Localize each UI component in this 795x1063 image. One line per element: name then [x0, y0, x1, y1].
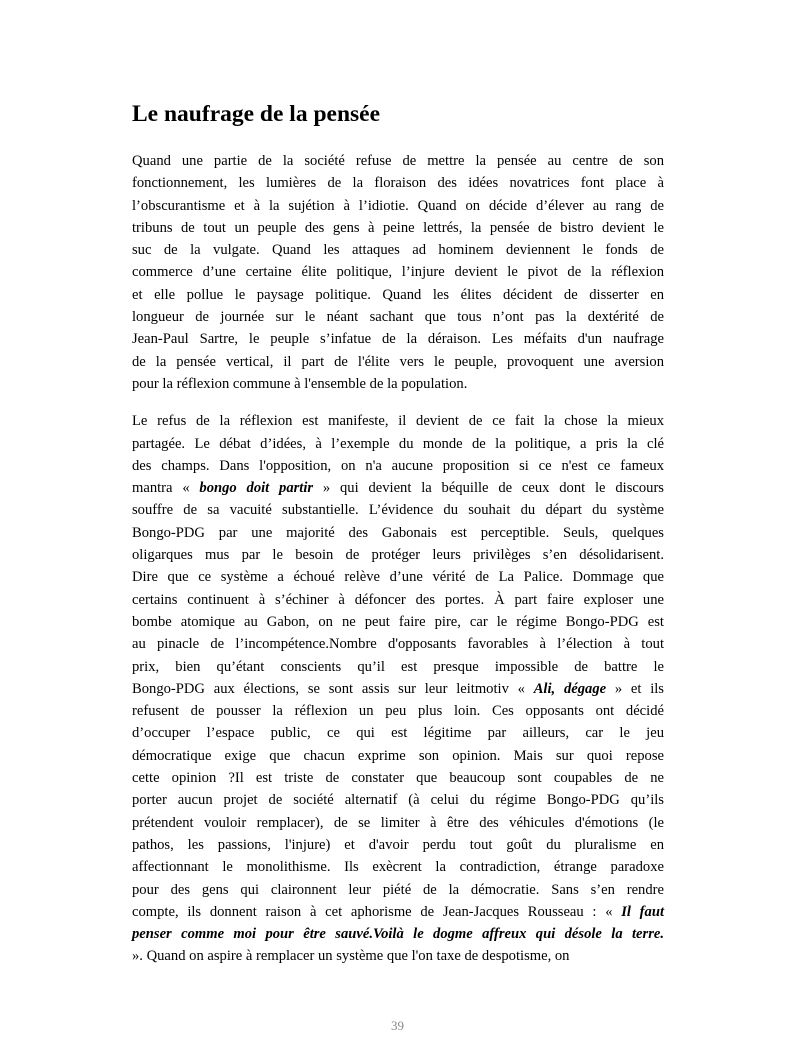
text-line: certains continuent à s’échiner à défoncer des portes. À part faire exploser une: [132, 591, 664, 608]
text-line: Quand une partie de la société refuse de mettre la pensée au centre de son: [132, 153, 664, 169]
text-segment: mantra «: [132, 480, 200, 497]
text-segment: » qui devient la béquille de ceux dont le discours: [313, 480, 664, 497]
text-line: des champs. Dans l'opposition, on n'a aucune proposition si ce n'est ce fameux: [132, 457, 664, 474]
text-line: [132, 678, 664, 700]
emphasized-quote: Ali, dégage: [533, 680, 607, 697]
text-segment: Bongo-PDG aux élections, se sont assis sur leur leitmotiv «: [132, 680, 534, 697]
text-line: prétendent vouloir remplacer), de se limiter à être des véhicules d'émotions (le: [132, 814, 664, 831]
text-line: affectionnant le monolithisme. Ils exècrent la contradiction, étrange paradoxe: [132, 859, 664, 876]
text-line: bombe atomique au Gabon, on ne peut faire pire, car le régime Bongo-PDG est: [132, 613, 664, 630]
text-line: partagée. Le débat d’idées, à l’exemple du monde de la politique, a pris la clé: [132, 435, 664, 452]
text-line: commerce d’une certaine élite politique, l’injure devient le pivot de la réflexion: [132, 264, 664, 281]
text-line: refusent de pousser la réflexion un peu plus loin. Ces opposants ont décidé: [132, 703, 664, 720]
text-line: et elle pollue le paysage politique. Quand les élites décident de disserter en: [132, 286, 664, 303]
text-line: d’occuper l’espace public, ce qui est légitime par ailleurs, car le jeu: [132, 725, 664, 742]
text-line: souffre de sa vacuité substantielle. L’évidence du souhait du départ du système: [132, 502, 664, 519]
text-line: Dire que ce système a échoué relève d’une vérité de La Palice. Dommage que: [132, 569, 664, 586]
text-line: Jean-Paul Sartre, le peuple s’infatue de la déraison. Les méfaits d'un naufrage: [132, 331, 664, 348]
emphasized-quote: Il faut: [621, 903, 664, 920]
text-line: [132, 477, 664, 499]
text-line: tribuns de tout un peuple des gens à peine lettrés, la pensée de bistro devient le: [132, 219, 664, 236]
body-text: [132, 150, 664, 983]
text-segment: compte, ils donnent raison à cet aphorisme de Jean-Jacques Rousseau : «: [132, 903, 622, 920]
paragraph: [132, 410, 664, 967]
text-line: Le refus de la réflexion est manifeste, il devient de ce fait la chose la mieux: [132, 413, 664, 430]
text-line: démocratique exige que chacun exprime son opinion. Mais sur quoi repose: [132, 747, 664, 764]
text-line: oligarques mus par le besoin de protéger leurs privilèges s’en désolidarisent.: [132, 547, 664, 564]
text-line: au pinacle de l’incompétence.Nombre d'opposants favorables à l’élection à tout: [132, 636, 664, 653]
text-segment: » et ils: [606, 680, 664, 697]
text-line: [132, 901, 664, 923]
text-line: pathos, les passions, l'injure) et d'avoir perdu tout goût du pluralisme en: [132, 836, 664, 853]
text-line: prix, bien qu’étant conscients qu’il est presque impossible de battre le: [132, 658, 664, 675]
text-line: de la pensée vertical, il part de l'élite vers le peuple, provoquent une aversion: [132, 353, 664, 370]
text-line: cette opinion ?Il est triste de constater que beaucoup sont coupables de ne: [132, 770, 664, 787]
text-line: suc de la vulgate. Quand les attaques ad hominem deviennent le fonds de: [132, 242, 664, 259]
text-line: pour la réflexion commune à l'ensemble de la population.: [132, 375, 468, 392]
text-line: Bongo-PDG par une majorité des Gabonais est perceptible. Seuls, quelques: [132, 524, 664, 541]
text-line: ». Quand on aspire à remplacer un système que l'on taxe de despotisme, on: [132, 948, 570, 965]
page-number: 39: [391, 1018, 404, 1033]
emphasized-quote: penser comme moi pour être sauvé.Voilà le dogme affreux qui désole la terre.: [132, 926, 664, 943]
text-line: porter aucun projet de société alternatif (à celui du régime Bongo-PDG qu’ils: [132, 792, 664, 809]
page-title: Le naufrage de la pensée: [132, 101, 381, 127]
text-line: longueur de journée sur le néant sachant que tous n’ont pas la dextérité de: [132, 309, 664, 326]
text-line: [132, 923, 664, 945]
emphasized-quote: bongo doit partir: [199, 480, 314, 497]
text-line: pour des gens qui claironnent leur piété de la démocratie. Sans s’en rendre: [132, 881, 664, 898]
paragraph: [132, 150, 664, 395]
text-line: fonctionnement, les lumières de la floraison des idées novatrices font place à: [132, 175, 664, 192]
text-line: l’obscurantisme et à la sujétion à l’idiotie. Quand on décide d’élever au rang de: [132, 197, 664, 214]
